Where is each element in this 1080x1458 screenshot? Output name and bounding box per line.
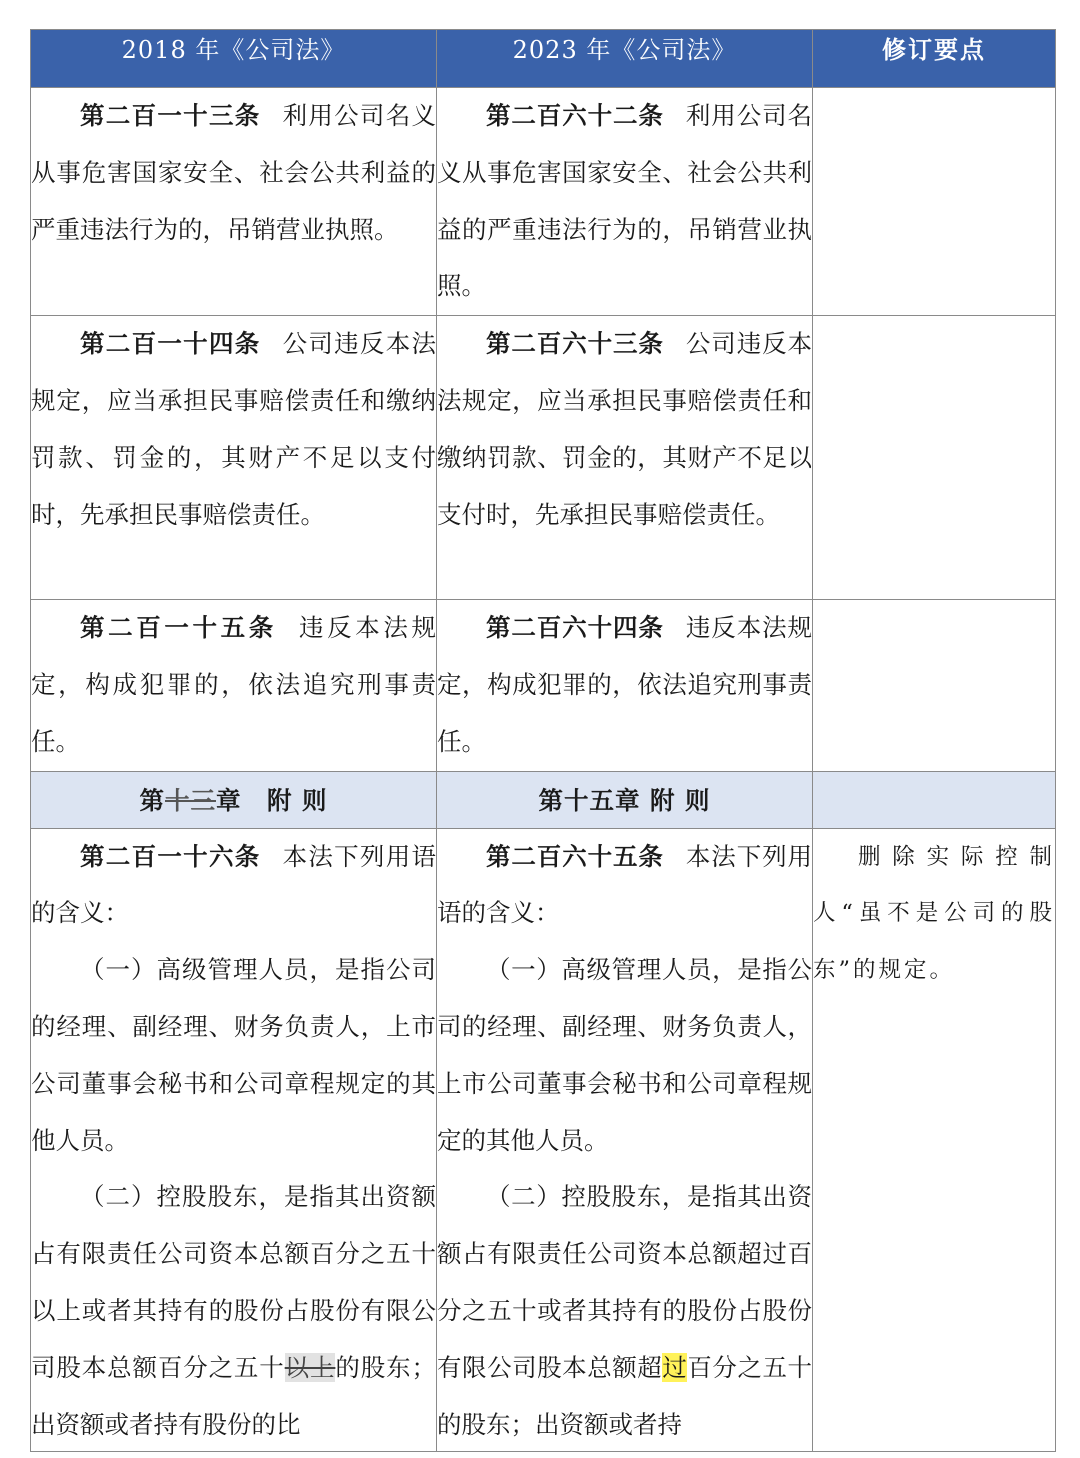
revision-note-text: 删除实际控制人“虽不是公司的股东”的规定。 <box>813 843 1055 984</box>
header-2018-law: 2018 年《公司法》 <box>31 30 437 88</box>
article-number: 第二百一十五条 <box>80 613 277 643</box>
article-item-1: （一）高级管理人员，是指公司的经理、副经理、财务负责人，上市公司董事会秘书和公司章程规定的其他人员。 <box>437 955 812 1155</box>
revision-note-cell <box>813 88 1056 316</box>
old-article-cell <box>31 600 437 771</box>
article-number: 第二百六十三条 <box>486 329 664 359</box>
article-text: 利用公司名义从事危害国家安全、社会公共利益的严重违法行为的，吊销营业执照。 <box>437 101 813 301</box>
article-intro: 本法下列用语的含义： <box>31 841 436 928</box>
article-number: 第二百一十四条 <box>80 329 261 359</box>
revision-note-cell <box>813 316 1056 600</box>
table-row <box>31 316 1056 600</box>
article-item-1: （一）高级管理人员，是指公司的经理、副经理、财务负责人，上市公司董事会秘书和公司章程规定的其他人员。 <box>31 955 436 1155</box>
deleted-text: 十三 <box>164 786 216 816</box>
chapter-note-cell <box>813 771 1056 828</box>
deleted-text: 以上 <box>284 1352 336 1382</box>
article-number: 第二百六十四条 <box>486 613 664 643</box>
new-chapter-heading: 第十五章 附 则 <box>437 771 813 828</box>
old-chapter-heading: 第十三章 附 则 <box>31 771 437 828</box>
law-comparison-table <box>30 29 1056 1452</box>
new-article-cell: 第二百六十五条 本法下列用语的含义： （一）高级管理人员，是指公司的经理、副经理、财务负责人，上市公司董事会秘书和公司章程规定的其他人员。 （二）控股股东，是指其出资额占有限责任公司资本总额超过百分之五十或者其持有的股份占股份有限公司股本总额超过百分之五十的股东；出资额或者持 <box>437 828 813 1451</box>
article-number: 第二百六十五条 <box>486 841 664 871</box>
article-text: 利用公司名义从事危害国家安全、社会公共利益的严重违法行为的，吊销营业执照。 <box>31 101 437 244</box>
old-article-cell <box>31 316 437 600</box>
new-article-cell <box>437 316 813 600</box>
table-row <box>31 828 1056 1451</box>
old-article-cell: 第二百一十六条 本法下列用语的含义： （一）高级管理人员，是指公司的经理、副经理、财务负责人，上市公司董事会秘书和公司章程规定的其他人员。 （二）控股股东，是指其出资额占有限责任公司资本总额百分之五十以上或者其持有的股份占股份有限公司股本总额百分之五十以上的股东；出资额或者持有股份的比 <box>31 828 437 1451</box>
revision-note-cell <box>813 828 1056 1451</box>
header-revision-points: 修订要点 <box>813 30 1056 88</box>
article-number: 第二百六十二条 <box>486 101 664 130</box>
revision-note-cell <box>813 600 1056 771</box>
article-text: 违反本法规定，构成犯罪的，依法追究刑事责任。 <box>437 613 813 756</box>
table-row <box>31 600 1056 771</box>
chapter-row <box>31 771 1056 828</box>
old-article-cell <box>31 88 437 316</box>
new-article-cell <box>437 600 813 771</box>
article-text: 违反本法规定，构成犯罪的，依法追究刑事责任。 <box>31 613 437 756</box>
article-intro: 本法下列用语的含义： <box>437 841 812 928</box>
highlighted-text: 过 <box>662 1352 688 1382</box>
article-number: 第二百一十三条 <box>80 101 261 130</box>
header-2023-law: 2023 年《公司法》 <box>437 30 813 88</box>
article-number: 第二百一十六条 <box>80 841 261 871</box>
article-text: 公司违反本法规定，应当承担民事赔偿责任和缴纳罚款、罚金的，其财产不足以支付时，先承担民事赔偿责任。 <box>437 329 813 529</box>
article-text: 公司违反本法规定，应当承担民事赔偿责任和缴纳罚款、罚金的，其财产不足以支付时，先承担民事赔偿责任。 <box>31 329 437 529</box>
table-row <box>31 88 1056 316</box>
header-row <box>31 30 1056 88</box>
new-article-cell <box>437 88 813 316</box>
